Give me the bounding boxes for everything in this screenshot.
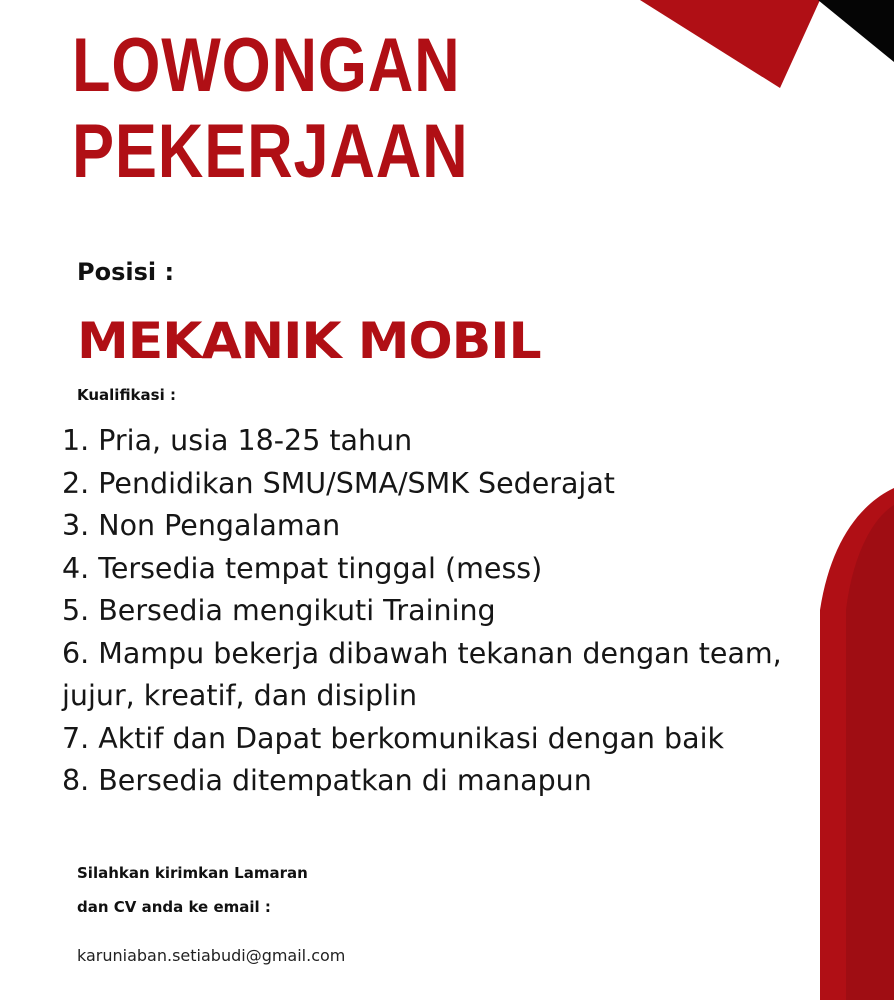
qualifications-label: Kualifikasi : bbox=[77, 386, 176, 404]
right-red-curve-shade bbox=[846, 505, 894, 1000]
headline-line-2: PEKERJAAN bbox=[72, 109, 469, 194]
qualification-item: 5. Bersedia mengikuti Training bbox=[62, 594, 496, 627]
contact-instruction-line-2: dan CV anda ke email : bbox=[77, 898, 271, 916]
qualification-item: 3. Non Pengalaman bbox=[62, 509, 341, 542]
contact-email: karuniaban.setiabudi@gmail.com bbox=[77, 946, 346, 965]
position-title: MEKANIK MOBIL bbox=[77, 312, 541, 370]
qualification-item: 8. Bersedia ditempatkan di manapun bbox=[62, 764, 592, 797]
top-right-red-band bbox=[640, 0, 820, 88]
qualification-item: 1. Pria, usia 18-25 tahun bbox=[62, 424, 413, 457]
headline-line-1: LOWONGAN bbox=[72, 23, 461, 108]
top-right-black-corner bbox=[818, 0, 894, 62]
qualification-item: 7. Aktif dan Dapat berkomunikasi dengan baik bbox=[62, 721, 725, 755]
qualification-item: 2. Pendidikan SMU/SMA/SMK Sederajat bbox=[62, 466, 615, 500]
qualification-item: 4. Tersedia tempat tinggal (mess) bbox=[62, 551, 543, 585]
qualification-item: 6. Mampu bekerja dibawah tekanan dengan team, jujur, kreatif, dan disiplin bbox=[62, 636, 782, 712]
qualifications-list bbox=[62, 420, 802, 803]
contact-instruction-line-1: Silahkan kirimkan Lamaran bbox=[77, 864, 308, 882]
position-label: Posisi : bbox=[77, 258, 175, 286]
